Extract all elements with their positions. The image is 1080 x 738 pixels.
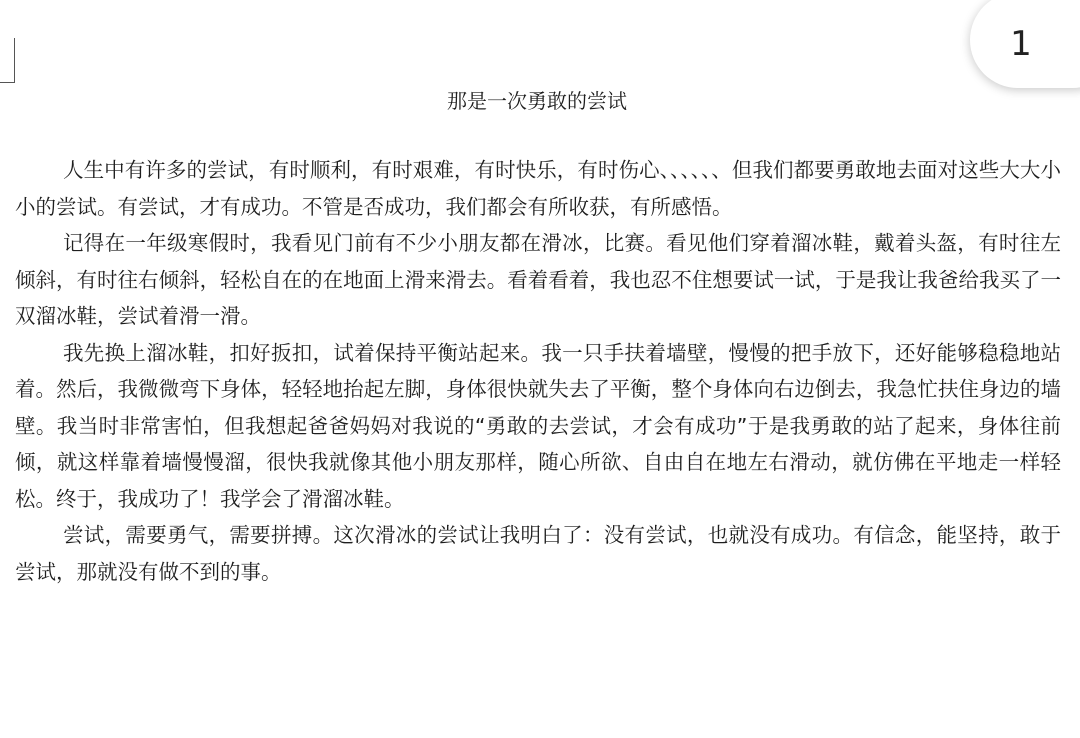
paragraph-4: 尝试，需要勇气，需要拼搏。这次滑冰的尝试让我明白了：没有尝试，也就没有成功。有信念，能坚持，敢于尝试，那就没有做不到的事。	[15, 523, 1061, 584]
paragraph-1: 人生中有许多的尝试，有时顺利，有时艰难，有时快乐，有时伤心、、、、、、但我们都要勇敢地去面对这些大大小小的尝试。有尝试，才有成功。不管是否成功，我们都会有所收获，有所感悟。	[15, 158, 1061, 219]
document-title: 那是一次勇敢的尝试	[447, 89, 627, 113]
document-body	[15, 152, 1061, 590]
paragraph-3: 我先换上溜冰鞋，扣好扳扣，试着保持平衡站起来。我一只手扶着墙壁，慢慢的把手放下，还好能够稳稳地站着。然后，我微微弯下身体，轻轻地抬起左脚，身体很快就失去了平衡，整个身体向右边倒去，我急忙扶住身边的墙壁。我当时非常害怕，但我想起爸爸妈妈对我说的“勇敢的去尝试，才会有成功”于是我勇敢的站了起来，身体往前倾，就这样靠着墙慢慢溜，很快我就像其他小朋友那样，随心所欲、自由自在地左右滑动，就仿佛在平地走一样轻松。终于，我成功了！我学会了滑溜冰鞋。	[15, 340, 1061, 511]
page-number: 1	[1010, 24, 1032, 64]
page-corner-mark	[0, 38, 15, 83]
paragraph-2: 记得在一年级寒假时，我看见门前有不少小朋友都在滑冰，比赛。看见他们穿着溜冰鞋，戴着头盔，有时往左倾斜，有时往右倾斜，轻松自在的在地面上滑来滑去。看着看着，我也忍不住想要试一试，于是我让我爸给我买了一双溜冰鞋，尝试着滑一滑。	[15, 231, 1061, 328]
